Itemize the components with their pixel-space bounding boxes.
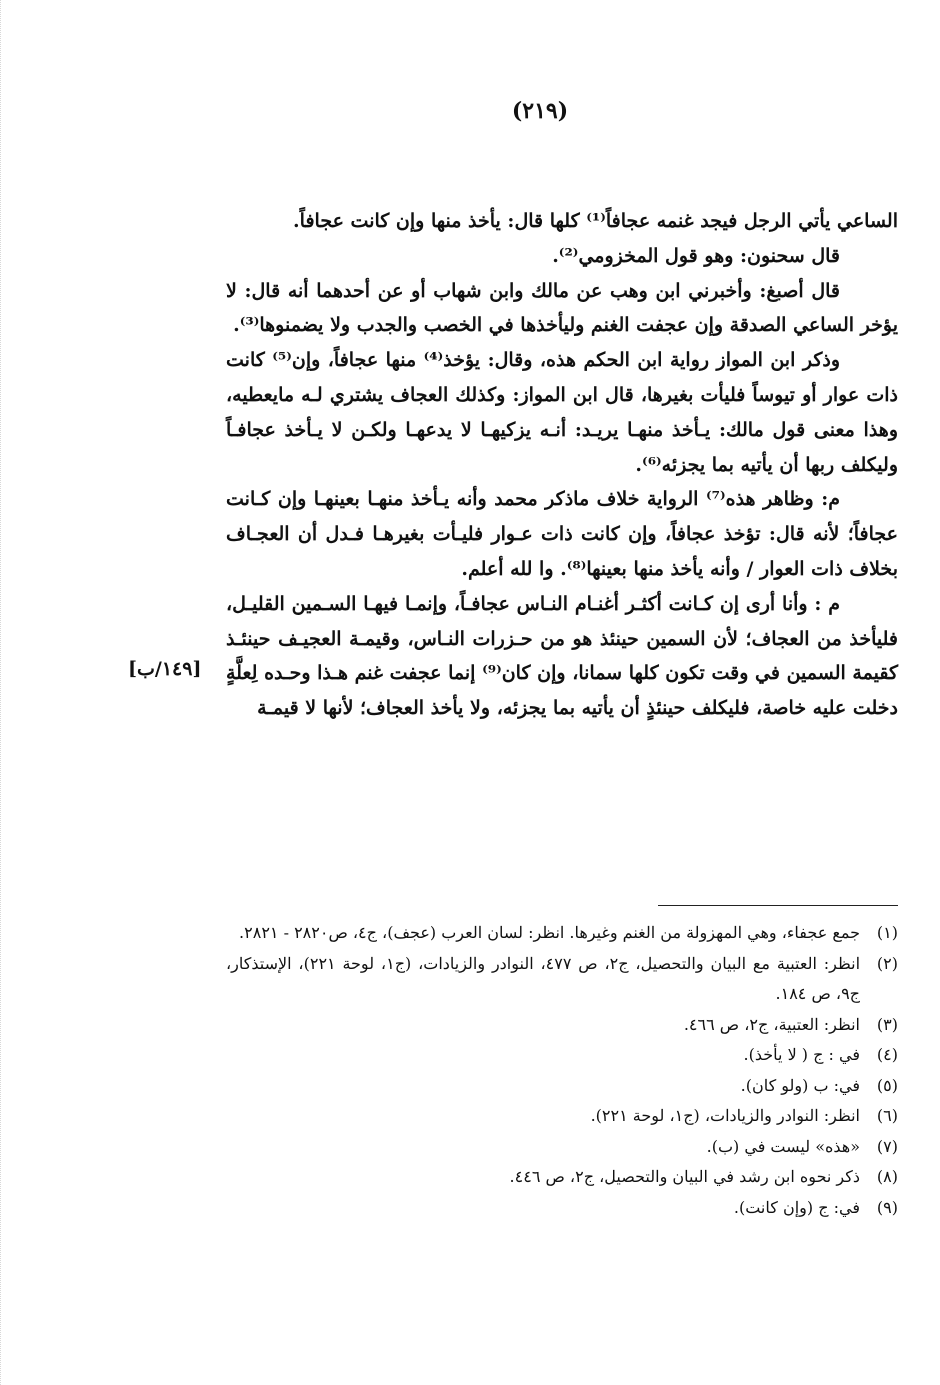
- main-text: [226, 204, 898, 726]
- footnote-text: انظر: النوادر والزيادات، (ج١، لوحة ٢٢١).: [590, 1106, 860, 1125]
- footnote-number: (٩): [876, 1197, 898, 1217]
- footnote-text: ذكر نحوه ابن رشد في البيان والتحصيل، ج٢، ص ٤٤٦.: [509, 1167, 860, 1186]
- footnote-number: (٢): [876, 953, 898, 973]
- paragraph-4: وذكر ابن المواز رواية ابن الحكم هذه، وقال: يؤخذ⁽⁴⁾ منها عجافاً، وإن⁽⁵⁾ كانت ذات عوار أو تيوساً فليأت بغيرها، قال ابن المواز: وكذلك العجاف يشتري لـه مايعطيه، وهذا معنى قول مالك: يـأخذ منهـا يريـد: أنـه يزكيهـا لا يدعهـا ولكـن لا يـأخذ عجافـاً وليكلف ربها أن يأتيه بما يجزئه⁽⁶⁾.: [226, 349, 898, 476]
- scan-edge: [0, 0, 15, 1385]
- footnote-number: (٨): [876, 1167, 898, 1186]
- paragraph-1: الساعي يأتي الرجل فيجد غنمه عجافاً⁽¹⁾ كلها قال: يأخذ منها وإن كانت عجافاً.: [293, 210, 898, 232]
- footnote-item: [226, 1162, 898, 1193]
- paragraph-5: م: وظاهر هذه⁽⁷⁾ الرواية خلاف ماذكر محمد وأنه يـأخذ منهـا بعينهـا وإن كـانت عجافاً؛ لأنه قال: تؤخذ عجافاً، وإن كانت ذات عـوار فليـأت بغيرهـا فـدل أن العجـاف بخلاف ذات العوار / وأنه يأخذ منها بعينها⁽⁸⁾. وا لله أعلم.: [226, 488, 898, 580]
- footnote-number: (٤): [876, 1045, 898, 1064]
- footnote-item: [226, 1010, 898, 1041]
- manuscript-folio-marker: [١٤٩/ب]: [128, 658, 202, 680]
- footnote-separator: [658, 905, 898, 906]
- footnote-number: (٧): [876, 1136, 898, 1156]
- footnote-item: [226, 949, 898, 1010]
- paragraph-2: قال سحنون: وهو قول المخزومي⁽²⁾.: [552, 244, 840, 267]
- footnotes: [226, 918, 898, 1223]
- paragraph-6: م : وأنا أرى إن كـانت أكثـر أغنـام النـاس عجافـاً، وإنمـا فيهـا السـمين القليـل، فليأخذ من العجاف؛ لأن السمين حينئذ هو من حـزرات النـاس، وقيمـة العجيـف حينئـذ كقيمة السمين في وقت تكون كلها سمانا، وإن كان⁽⁹⁾ إنما عجفت غنم هـذا وحـده لِعلَّةٍ دخلت عليه خاصة، فليكلف حينئذٍ أن يأتيه بما يجزئه، ولا يأخذ العجاف؛ لأنها لا قيمـة: [226, 592, 898, 720]
- page-number: (٢١٩): [511, 98, 569, 124]
- footnote-text: في : ج ( لا يأخذ).: [743, 1045, 860, 1064]
- footnote-text: «هذه» ليست في (ب).: [706, 1136, 860, 1156]
- paragraph-3: قال أصبغ: وأخبرني ابن وهب عن مالك وابن شهاب أو عن أحدهما أنه قال: لا يؤخر الساعي الصدقة وإن عجفت الغنم وليأخذها في الخصب والجدب ولا يضمنوها⁽³⁾.: [226, 279, 898, 337]
- footnote-item: [226, 1101, 898, 1132]
- footnote-text: جمع عجفاء، وهي المهزولة من الغنم وغيرها. انظر: لسان العرب (عجف)، ج٤، ص٢٨٢٠ - ٢٨٢١.: [239, 923, 860, 942]
- footnote-item: [226, 918, 898, 949]
- footnote-text: انظر: العتبية مع البيان والتحصيل، ج٢، ص ٤٧٧، النوادر والزيادات، (ج١، لوحة ٢٢١)، الإستذكار، ج٩، ص ١٨٤.: [226, 953, 861, 1003]
- footnote-item: [226, 1193, 898, 1224]
- footnote-text: انظر: العتبية، ج٢، ص ٤٦٦.: [683, 1014, 860, 1034]
- footnote-number: (٥): [876, 1075, 898, 1095]
- footnote-number: (٦): [876, 1106, 898, 1125]
- footnote-number: (٣): [876, 1014, 898, 1034]
- footnote-item: [226, 1040, 898, 1071]
- footnote-item: [226, 1071, 898, 1102]
- footnote-text: في: ج (وإن كانت).: [733, 1197, 860, 1217]
- footnote-text: في: ب (ولو كان).: [740, 1075, 860, 1095]
- footnote-number: (١): [876, 923, 898, 942]
- footnote-item: [226, 1132, 898, 1163]
